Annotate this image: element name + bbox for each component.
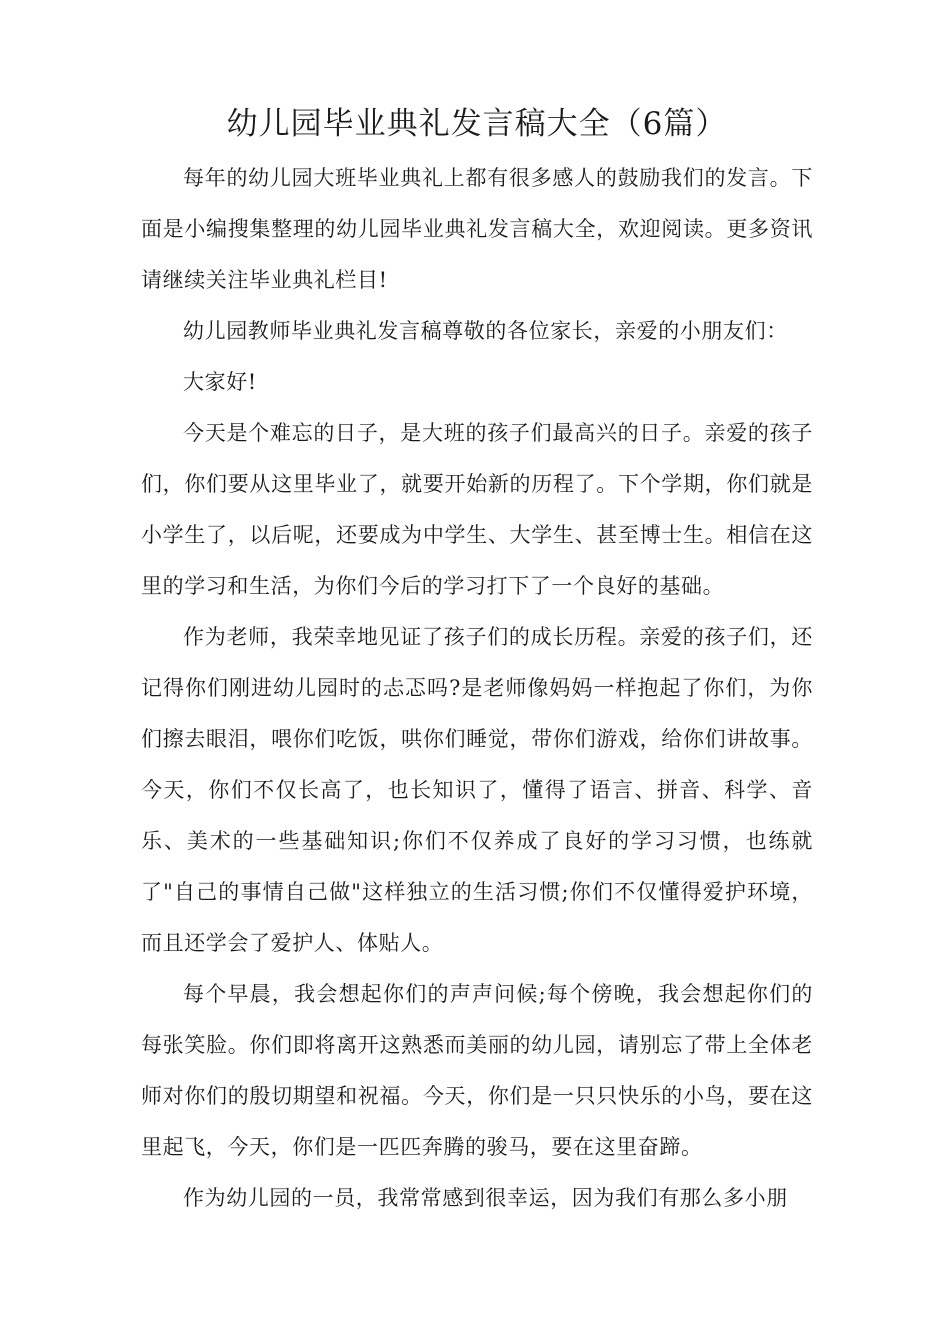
paragraph-salutation: 幼儿园教师毕业典礼发言稿尊敬的各位家长，亲爱的小朋友们： xyxy=(183,319,788,343)
document-page xyxy=(141,100,813,1224)
paragraph-greeting: 大家好! xyxy=(183,370,257,394)
paragraph-body-4: 作为幼儿园的一员，我常常感到很幸运，因为我们有那么多小朋 xyxy=(183,1186,788,1210)
paragraph-body-2: 作为老师，我荣幸地见证了孩子们的成长历程。亲爱的孩子们，还记得你们刚进幼儿园时的忐忑吗?是老师像妈妈一样抱起了你们，为你们擦去眼泪，喂你们吃饭，哄你们睡觉，带你们游戏，给你们讲故事。今天，你们不仅长高了，也长知识了，懂得了语言、拼音、科学、音乐、美术的一些基础知识;你们不仅养成了良好的学习习惯，也练就了"自己的事情自己做"这样独立的生活习惯;你们不仅懂得爱护环境，而且还学会了爱护人、体贴人。 xyxy=(141,625,813,955)
paragraph-intro: 每年的幼儿园大班毕业典礼上都有很多感人的鼓励我们的发言。下面是小编搜集整理的幼儿园毕业典礼发言稿大全，欢迎阅读。更多资讯请继续关注毕业典礼栏目! xyxy=(141,166,813,292)
document-title: 幼儿园毕业典礼发言稿大全（6篇） xyxy=(226,106,728,142)
paragraph-body-1: 今天是个难忘的日子，是大班的孩子们最高兴的日子。亲爱的孩子们，你们要从这里毕业了，就要开始新的历程了。下个学期，你们就是小学生了，以后呢，还要成为中学生、大学生、甚至博士生。相信在这里的学习和生活，为你们今后的学习打下了一个良好的基础。 xyxy=(141,421,813,598)
paragraph-body-3: 每个早晨，我会想起你们的声声问候;每个傍晚，我会想起你们的每张笑脸。你们即将离开这熟悉而美丽的幼儿园，请别忘了带上全体老师对你们的殷切期望和祝福。今天，你们是一只只快乐的小鸟，要在这里起飞，今天，你们是一匹匹奔腾的骏马，要在这里奋蹄。 xyxy=(141,982,813,1159)
